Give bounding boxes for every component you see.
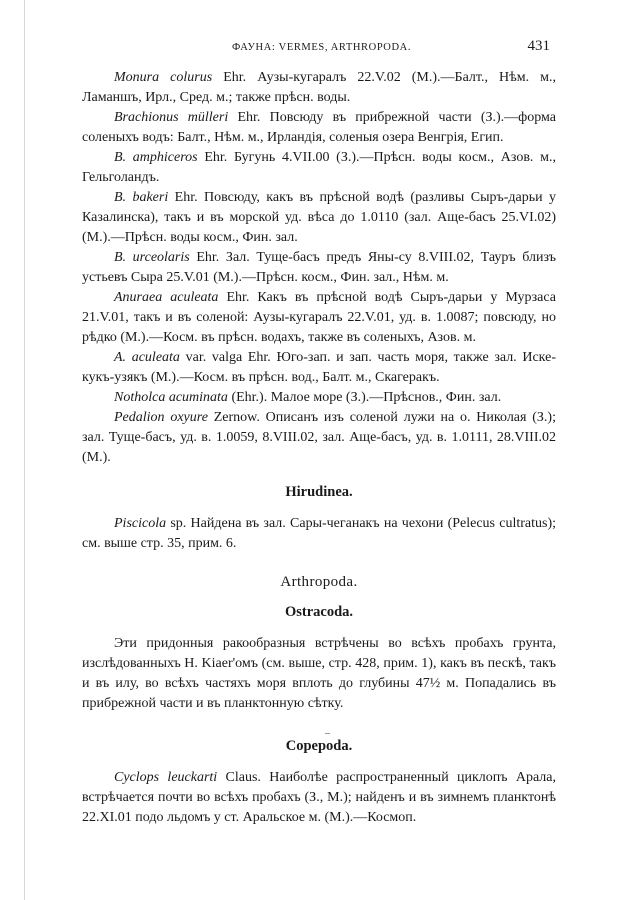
species-entry	[82, 388, 556, 408]
species-entry	[82, 108, 556, 148]
taxon-name: Brachionus mülleri	[114, 110, 229, 125]
entry-piscicola	[82, 514, 556, 554]
entry-text: Zernow. Описанъ изъ соленой лужи на о. Николая (З.); зал. Туще-басъ, уд. в. 1.0059, 8.VIII.02, зал. Аще-басъ, уд. в. 1.0111, 28.VIII.02 (М.).	[82, 410, 556, 465]
taxon-name: Notholca acuminata	[114, 390, 228, 405]
taxon-name: B. amphiceros	[114, 150, 198, 165]
running-title: ФАУНА: VERMES, ARTHROPODA.	[232, 42, 412, 53]
entry-cyclops	[82, 768, 556, 828]
species-entry	[82, 248, 556, 288]
entry-text: Ehr. Повсюду въ прибрежной части (З.).—форма соленыхъ водъ: Балт., Нѣм. м., Ирландія, соленыя озера Венгрія, Егип.	[82, 110, 556, 145]
entry-text: (Ehr.). Малое море (З.).—Прѣснов., Фин. зал.	[227, 390, 502, 405]
entry-text: sp. Найдена въ зал. Сары-чеганакъ на чехони (Pelecus cultratus); см. выше стр. 35, прим. 6.	[82, 516, 556, 551]
taxon-name: Pedalion oxyure	[114, 410, 208, 425]
entry-text: Ehr. Зал. Туще-басъ предъ Яны-су 8.VIII.02, Тауръ близъ устьевъ Сыра 25.V.01 (М.).—Прѣсн. косм., Фин. зал., Нѣм. м.	[82, 250, 556, 285]
taxon-name: Anuraea aculeata	[114, 290, 219, 305]
species-entry	[82, 408, 556, 468]
entry-text: Claus. Наиболѣе распространенный циклопъ Арала, встрѣчается почти во всѣхъ пробахъ (З., М.); найденъ и въ зимнемъ планктонѣ 22.XI.01 подо льдомъ у ст. Аральское м. (М.).—Космоп.	[82, 770, 557, 825]
taxon-name: B. bakeri	[114, 190, 169, 205]
heading-copepoda: Copepoda.	[285, 738, 353, 754]
entry-text: Ehr. Повсюду, какъ въ прѣсной водѣ (разливы Сыръ-дарьи у Казалинска), такъ и въ морской уд. вѣса до 1.0110 (зал. Аще-басъ 25.VI.02) (М.).—Прѣсн. воды косм., Фин. зал.	[82, 190, 557, 245]
taxon-name: Piscicola	[114, 516, 167, 531]
entry-text: Ehr. Аузы-кугаралъ 22.V.02 (М.).—Балт., Нѣм. м., Ламаншъ, Ирл., Сред. м.; также прѣсн. воды.	[82, 70, 556, 105]
taxon-name: A. aculeata	[114, 350, 180, 365]
heading-hirudinea: Hirudinea.	[285, 484, 353, 500]
entry-text: var. valga Ehr. Юго-зап. и зап. часть моря, также зал. Иске-кукъ-узякъ (М.).—Косм. въ прѣсн. вод., Балт. м., Скагеракъ.	[82, 350, 557, 385]
species-entry	[82, 188, 556, 248]
species-entry	[82, 348, 556, 388]
ostracoda-paragraph: Эти придонныя ракообразныя встрѣчены во всѣхъ пробахъ грунта, изслѣдованныхъ Н. Kiaer'омъ (см. выше, стр. 428, прим. 1), какъ въ пескѣ, такъ и въ илу, во всѣхъ частяхъ моря вплоть до глубины 47½ м. Попадались въ прибрежной части и въ планктонную сѣтку.	[82, 636, 556, 711]
heading-arthropoda: Arthropoda.	[280, 574, 358, 590]
species-entry	[82, 288, 556, 348]
heading-ostracoda: Ostracoda.	[284, 604, 354, 620]
entry-text: Ehr. Какъ въ прѣсной водѣ Сыръ-дарьи у Мурзаса 21.V.01, такъ и въ соленой: Аузы-кугаралъ 22.V.01, уд. в. 1.0087; повсюду, но рѣдко (М.).—Косм. въ прѣсн. водахъ, также въ соленыхъ, Азов. м.	[82, 290, 556, 345]
page-body	[82, 68, 556, 828]
taxon-name: Cyclops leuckarti	[114, 770, 218, 785]
page-header	[82, 38, 550, 60]
print-mark	[325, 733, 330, 734]
page-number: 431	[527, 38, 550, 54]
taxon-name: Monura colurus	[114, 70, 213, 85]
taxon-name: B. urceolaris	[114, 250, 190, 265]
rotifera-entries	[82, 68, 556, 468]
entry-text: Ehr. Бугунь 4.VII.00 (З.).—Прѣсн. воды косм., Азов. м., Гельголандъ.	[82, 150, 557, 185]
page-spine-line	[24, 0, 25, 900]
species-entry	[82, 148, 556, 188]
species-entry	[82, 68, 556, 108]
